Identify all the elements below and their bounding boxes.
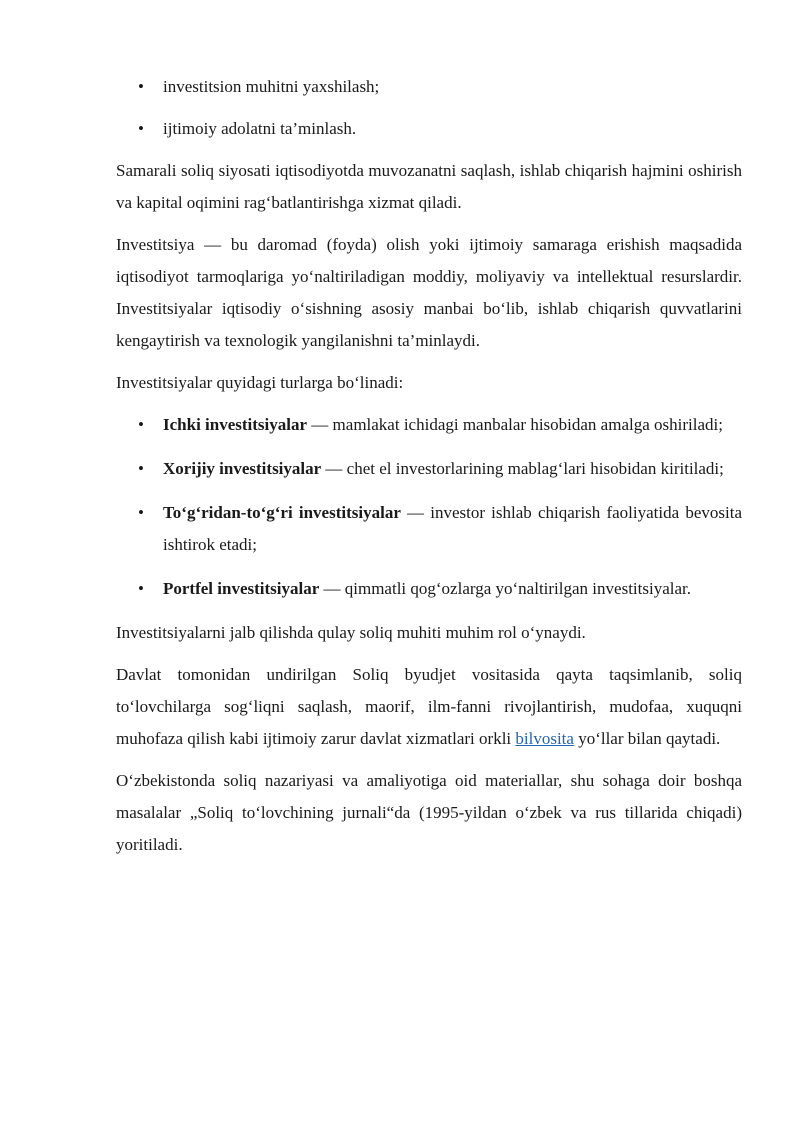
term-label: Portfel investitsiyalar	[163, 579, 320, 598]
list-item	[116, 497, 742, 561]
term-label: To‘g‘ridan-to‘g‘ri investitsiyalar	[163, 503, 401, 522]
paragraph-tax-policy: Samarali soliq siyosati iqtisodiyotda muvozanatni saqlash, ishlab chiqarish hajmini oshirish va kapital oqimini rag‘batlantirishga xizmat qiladi.	[116, 161, 742, 212]
term-description: — qimmatli qog‘ozlarga yo‘naltirilgan investitsiyalar.	[319, 579, 691, 598]
term-description: — investor ishlab chiqarish faoliyatida bevosita ishtirok etadi;	[163, 503, 742, 554]
list-item: • investitsion muhitni yaxshilash;	[116, 71, 742, 103]
term-label: Ichki investitsiyalar	[163, 415, 308, 434]
paragraph-tax-environment: Investitsiyalarni jalb qilishda qulay soliq muhiti muhim rol o‘ynaydi.	[116, 623, 586, 642]
paragraph-tax-redistribution	[116, 659, 742, 755]
term-label: Xorijiy investitsiyalar	[163, 459, 322, 478]
list-item	[116, 573, 742, 605]
document-page	[116, 71, 742, 871]
bilvosita-link[interactable]: bilvosita	[515, 729, 574, 748]
policy-goals-list	[116, 71, 742, 145]
paragraph-tax-journal: O‘zbekistonda soliq nazariyasi va amaliyotiga oid materiallar, shu sohaga doir boshqa masalalar „Soliq to‘lovchining jurnali“da (1995-yildan o‘zbek va rus tillarida chiqadi) yoritiladi.	[116, 771, 742, 854]
list-item	[116, 409, 742, 441]
investment-types-list	[116, 409, 742, 605]
paragraph-text: Davlat tomonidan undirilgan Soliq byudjet vositasida qayta taqsimlanib, soliq to‘lovchilarga sog‘liqni saqlash, maorif, ilm-fanni rivojlantirish, mudofaa, xuquqni muhofaza qilish kabi ijtimoiy zarur davlat xizmatlari orkli	[116, 665, 742, 748]
paragraph-investment-types-intro: Investitsiyalar quyidagi turlarga bo‘linadi:	[116, 373, 404, 392]
paragraph-investment-definition: Investitsiya — bu daromad (foyda) olish yoki ijtimoiy samaraga erishish maqsadida iqtisodiyot tarmoqlariga yo‘naltiriladigan moddiy, moliyaviy va intellektual resurslardir. Investitsiyalar iqtisodiy o‘sishning asosiy manbai bo‘lib, ishlab chiqarish quvvatlarini kengaytirish va texnologik yangilanishni ta’minlaydi.	[116, 235, 742, 350]
term-description: — mamlakat ichidagi manbalar hisobidan amalga oshiriladi;	[307, 415, 723, 434]
term-description: — chet el investorlarining mablag‘lari hisobidan kiritiladi;	[321, 459, 724, 478]
list-item	[116, 453, 742, 485]
paragraph-text: yo‘llar bilan qaytadi.	[573, 729, 721, 748]
list-item: • ijtimoiy adolatni ta’minlash.	[116, 113, 742, 145]
